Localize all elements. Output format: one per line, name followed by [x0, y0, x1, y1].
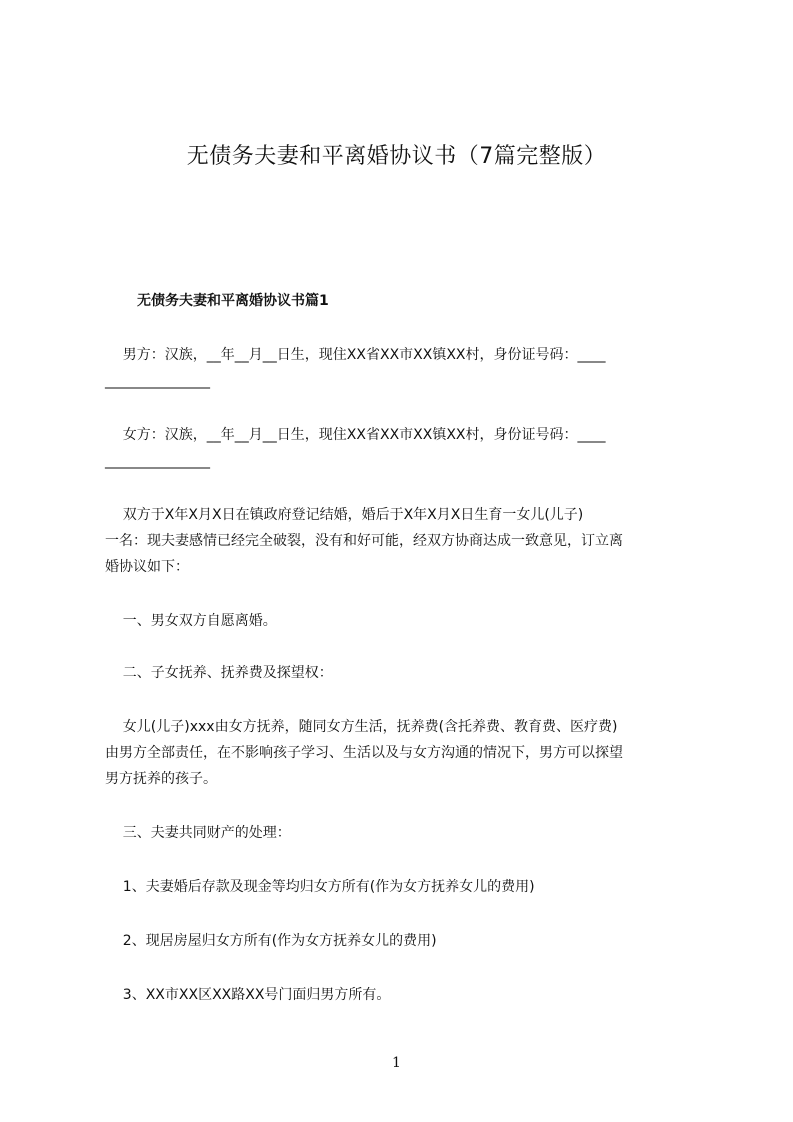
- paragraph-line: 男方：汉族，__年__月__日生，现住XX省XX市XX镇XX村，身份证号码：____: [105, 347, 606, 363]
- paragraph-line: 2、现居房屋归女方所有(作为女方抚养女儿的费用): [105, 933, 437, 949]
- paragraph-line: 双方于X年X月X日在镇政府登记结婚，婚后于X年X月X日生育一女儿(儿子): [105, 507, 584, 523]
- paragraph-line: _______________: [105, 453, 210, 469]
- paragraph-clause-1: [105, 608, 710, 634]
- paragraph-line: 女儿(儿子)xxx由女方抚养，随同女方生活，抚养费(含托养费、教育费、医疗费): [105, 719, 618, 735]
- paragraph-line: 一、男女双方自愿离婚。: [105, 613, 277, 629]
- paragraph-line: 3、XX市XX区XX路XX号门面归男方所有。: [105, 987, 391, 1003]
- paragraph-property-3: [105, 982, 710, 1008]
- paragraph-property-1: [105, 874, 710, 900]
- paragraph-clause-2: [105, 660, 710, 686]
- paragraph-line: 婚协议如下：: [105, 559, 189, 575]
- paragraph-clause-3: [105, 820, 710, 846]
- paragraph-line: 二、子女抚养、抚养费及探望权：: [105, 665, 333, 681]
- document-title: 无债务夫妻和平离婚协议书（7篇完整版）: [186, 144, 607, 169]
- paragraph-marriage-statement: [105, 502, 710, 580]
- paragraph-line: 由男方全部责任，在不影响孩子学习、生活以及与女方沟通的情况下，男方可以探望: [105, 745, 623, 761]
- section-heading: 无债务夫妻和平离婚协议书篇1: [137, 293, 329, 309]
- paragraph-line: 男方抚养的孩子。: [105, 771, 217, 787]
- paragraph-line: 三、夫妻共同财产的处理：: [105, 825, 291, 841]
- paragraph-line: 一名：现夫妻感情已经完全破裂，没有和好可能，经双方协商达成一致意见，订立离: [105, 533, 623, 549]
- paragraph-line: 1、夫妻婚后存款及现金等均归女方所有(作为女方抚养女儿的费用): [105, 879, 535, 895]
- page-number: 1: [392, 1055, 401, 1071]
- paragraph-custody: [105, 714, 710, 792]
- paragraph-property-2: [105, 928, 710, 954]
- paragraph-line: _______________: [105, 373, 210, 389]
- paragraph-female-party: [105, 422, 710, 474]
- paragraph-male-party: [105, 342, 710, 394]
- paragraph-line: 女方：汉族，__年__月__日生，现住XX省XX市XX镇XX村，身份证号码：____: [105, 427, 606, 443]
